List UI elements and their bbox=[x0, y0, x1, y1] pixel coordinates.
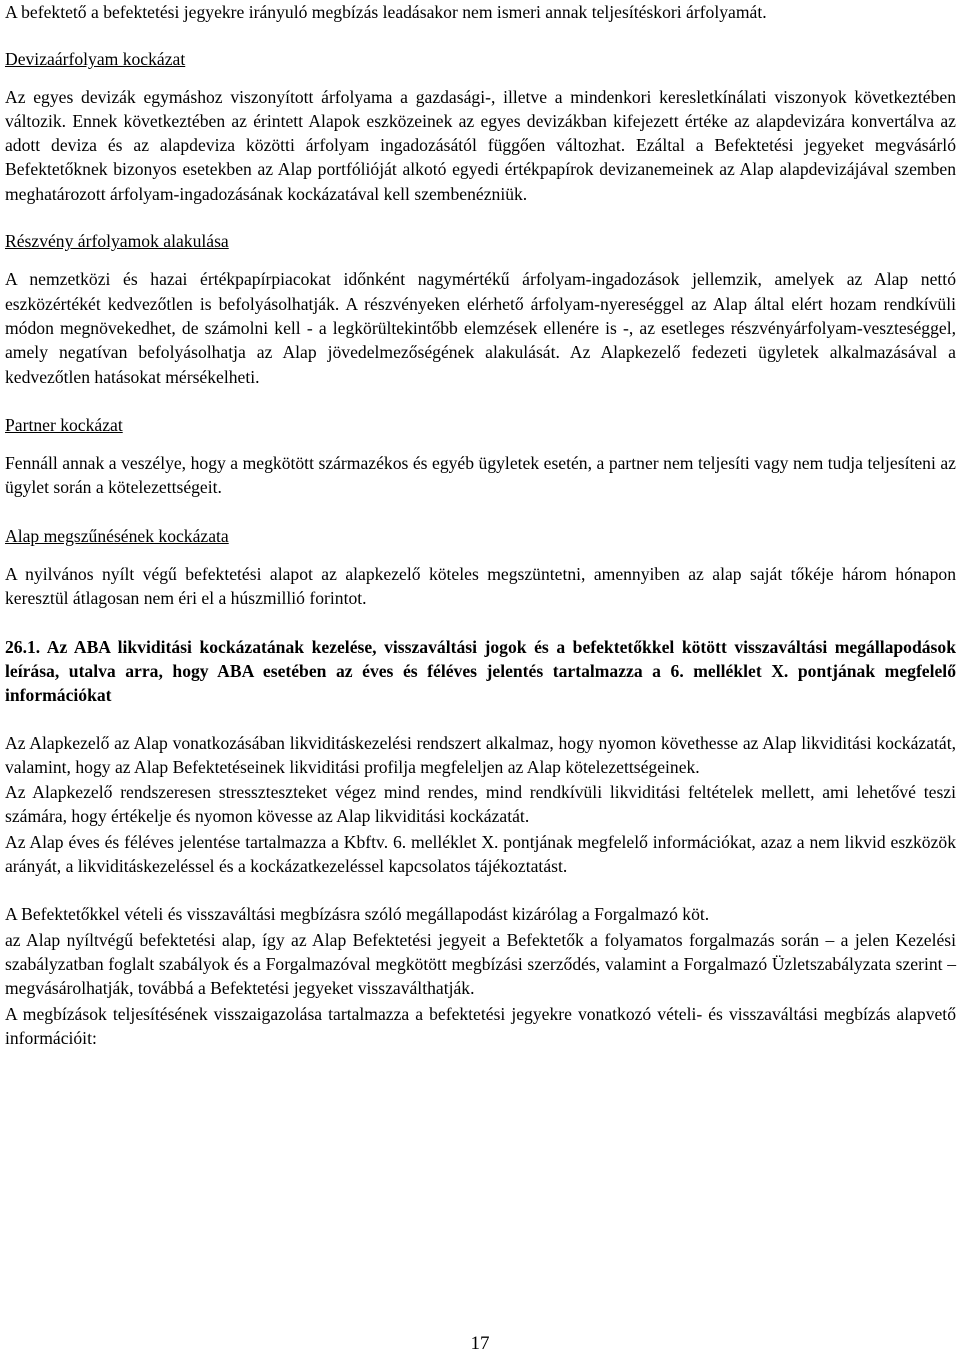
forgalmazo-paragraph-2: az Alap nyíltvégű befektetési alap, így az Alap Befektetési jegyeit a Befektetők a folyamatos forgalmazás során – a jelen Kezelési szabályzatban foglalt szabályok és a Forgalmazóval megkötött megbízási szerződés, valamint a Forgalmazó Üzletszabályzata szerint – megvásárolhatják, továbbá a Befektetési jegyeket visszaválthatják. bbox=[5, 929, 956, 999]
deviza-heading: Devizaárfolyam kockázat bbox=[5, 49, 186, 70]
reszveny-paragraph: A nemzetközi és hazai értékpapírpiacokat időnként nagymértékű árfolyam-ingadozások jellemzik, amelyek az Alap nettó eszközértékét kedvezőtlen is befolyásolhatják. A részvényeken elérhető árfolyam-nyereséggel az Alap által elért hozam rendkívüli módon megnövekedhet, de számolni kell - a legkörültekintőbb elemzések ellenére is -, az esetleges részvényárfolyam-veszteséggel, amely negatívan befolyásolhatja az Alap jövedelmezőségének alakulását. Az Alapkezelő fedezeti ügyletek alkalmazásával a kedvezőtlen hatásokat mérsékelheti. bbox=[5, 269, 956, 387]
document-page bbox=[5, 0, 956, 1050]
deviza-paragraph: Az egyes devizák egymáshoz viszonyított árfolyama a gazdasági-, illetve a mindenkori keresletkínálati viszonyok következtében változik. Ennek következtében az érintett Alapok eszközeinek az egyes devizákban kifejezett értéke az alapdevizára konvertálva az adott deviza és az alapdeviza közötti árfolyam ingadozásától függően változhat. Ezáltal a Befektetési jegyeket megvásárló Befektetőknek bizonyos esetekben az Alap portfólióját alkotó egyedi értékpapírok devizanemeinek az Alap alapdevizájával szemben meghatározott árfolyam-ingadozásának kockázatával kell szembenézniük. bbox=[5, 86, 956, 204]
megszunes-paragraph: A nyilvános nyílt végű befektetési alapot az alapkezelő köteles megszüntetni, amennyiben az alap saját tőkéje három hónapon keresztül átlagosan nem éri el a húszmillió forintot. bbox=[5, 564, 956, 609]
page-number: 17 bbox=[470, 1333, 490, 1354]
megszunes-heading: Alap megszűnésének kockázata bbox=[5, 525, 229, 546]
partner-paragraph: Fennáll annak a veszélye, hogy a megkötött származékos és egyéb ügyletek esetén, a partner nem teljesíti vagy nem tudja teljesíteni az ügylet során a kötelezettségeit. bbox=[5, 453, 956, 498]
likviditas-paragraph-3: Az Alap éves és féléves jelentése tartalmazza a Kbftv. 6. melléklet X. pontjának megfelelő információkat, azaz a nem likvid eszközök arányát, a likviditáskezeléssel és a kockázatkezeléssel kapcsolatos tájékoztatást. bbox=[5, 831, 956, 877]
visszaigazolas-paragraph: A megbízások teljesítésének visszaigazolása tartalmazza a befektetési jegyekre vonatkozó vételi- és visszaváltási megbízás alapvető információit: bbox=[5, 1003, 956, 1048]
intro-paragraph: A befektető a befektetési jegyekre irányuló megbízás leadásakor nem ismeri annak teljesítéskori árfolyamát. bbox=[5, 2, 767, 22]
likviditas-paragraph-2: Az Alapkezelő rendszeresen stresszteszteket végez mind rendes, mind rendkívüli likviditási feltételek mellett, ami lehetővé teszi számára, hogy értékelje és nyomon kövesse az Alap likviditási kockázatát. bbox=[5, 782, 956, 827]
section-heading: 26.1. Az ABA likviditási kockázatának kezelése, visszaváltási jogok és a befektetőkkel kötött visszaváltási megállapodások leírása, utalva arra, hogy ABA esetében az éves és féléves jelentés tartalmazza a 6. melléklet X. pontjának megfelelő információkat bbox=[5, 636, 956, 706]
partner-heading: Partner kockázat bbox=[5, 414, 123, 435]
likviditas-paragraph-1: Az Alapkezelő az Alap vonatkozásában likviditáskezelési rendszert alkalmaz, hogy nyomon követhesse az Alap likviditási kockázatát, valamint, hogy az Alap Befektetéseinek likviditási profilja megfeleljen az Alap kötelezettségeinek. bbox=[5, 732, 956, 777]
reszveny-heading: Részvény árfolyamok alakulása bbox=[5, 231, 229, 252]
forgalmazo-paragraph-1: A Befektetőkkel vételi és visszaváltási megbízásra szóló megállapodást kizárólag a Forgalmazó köt. bbox=[5, 904, 710, 925]
